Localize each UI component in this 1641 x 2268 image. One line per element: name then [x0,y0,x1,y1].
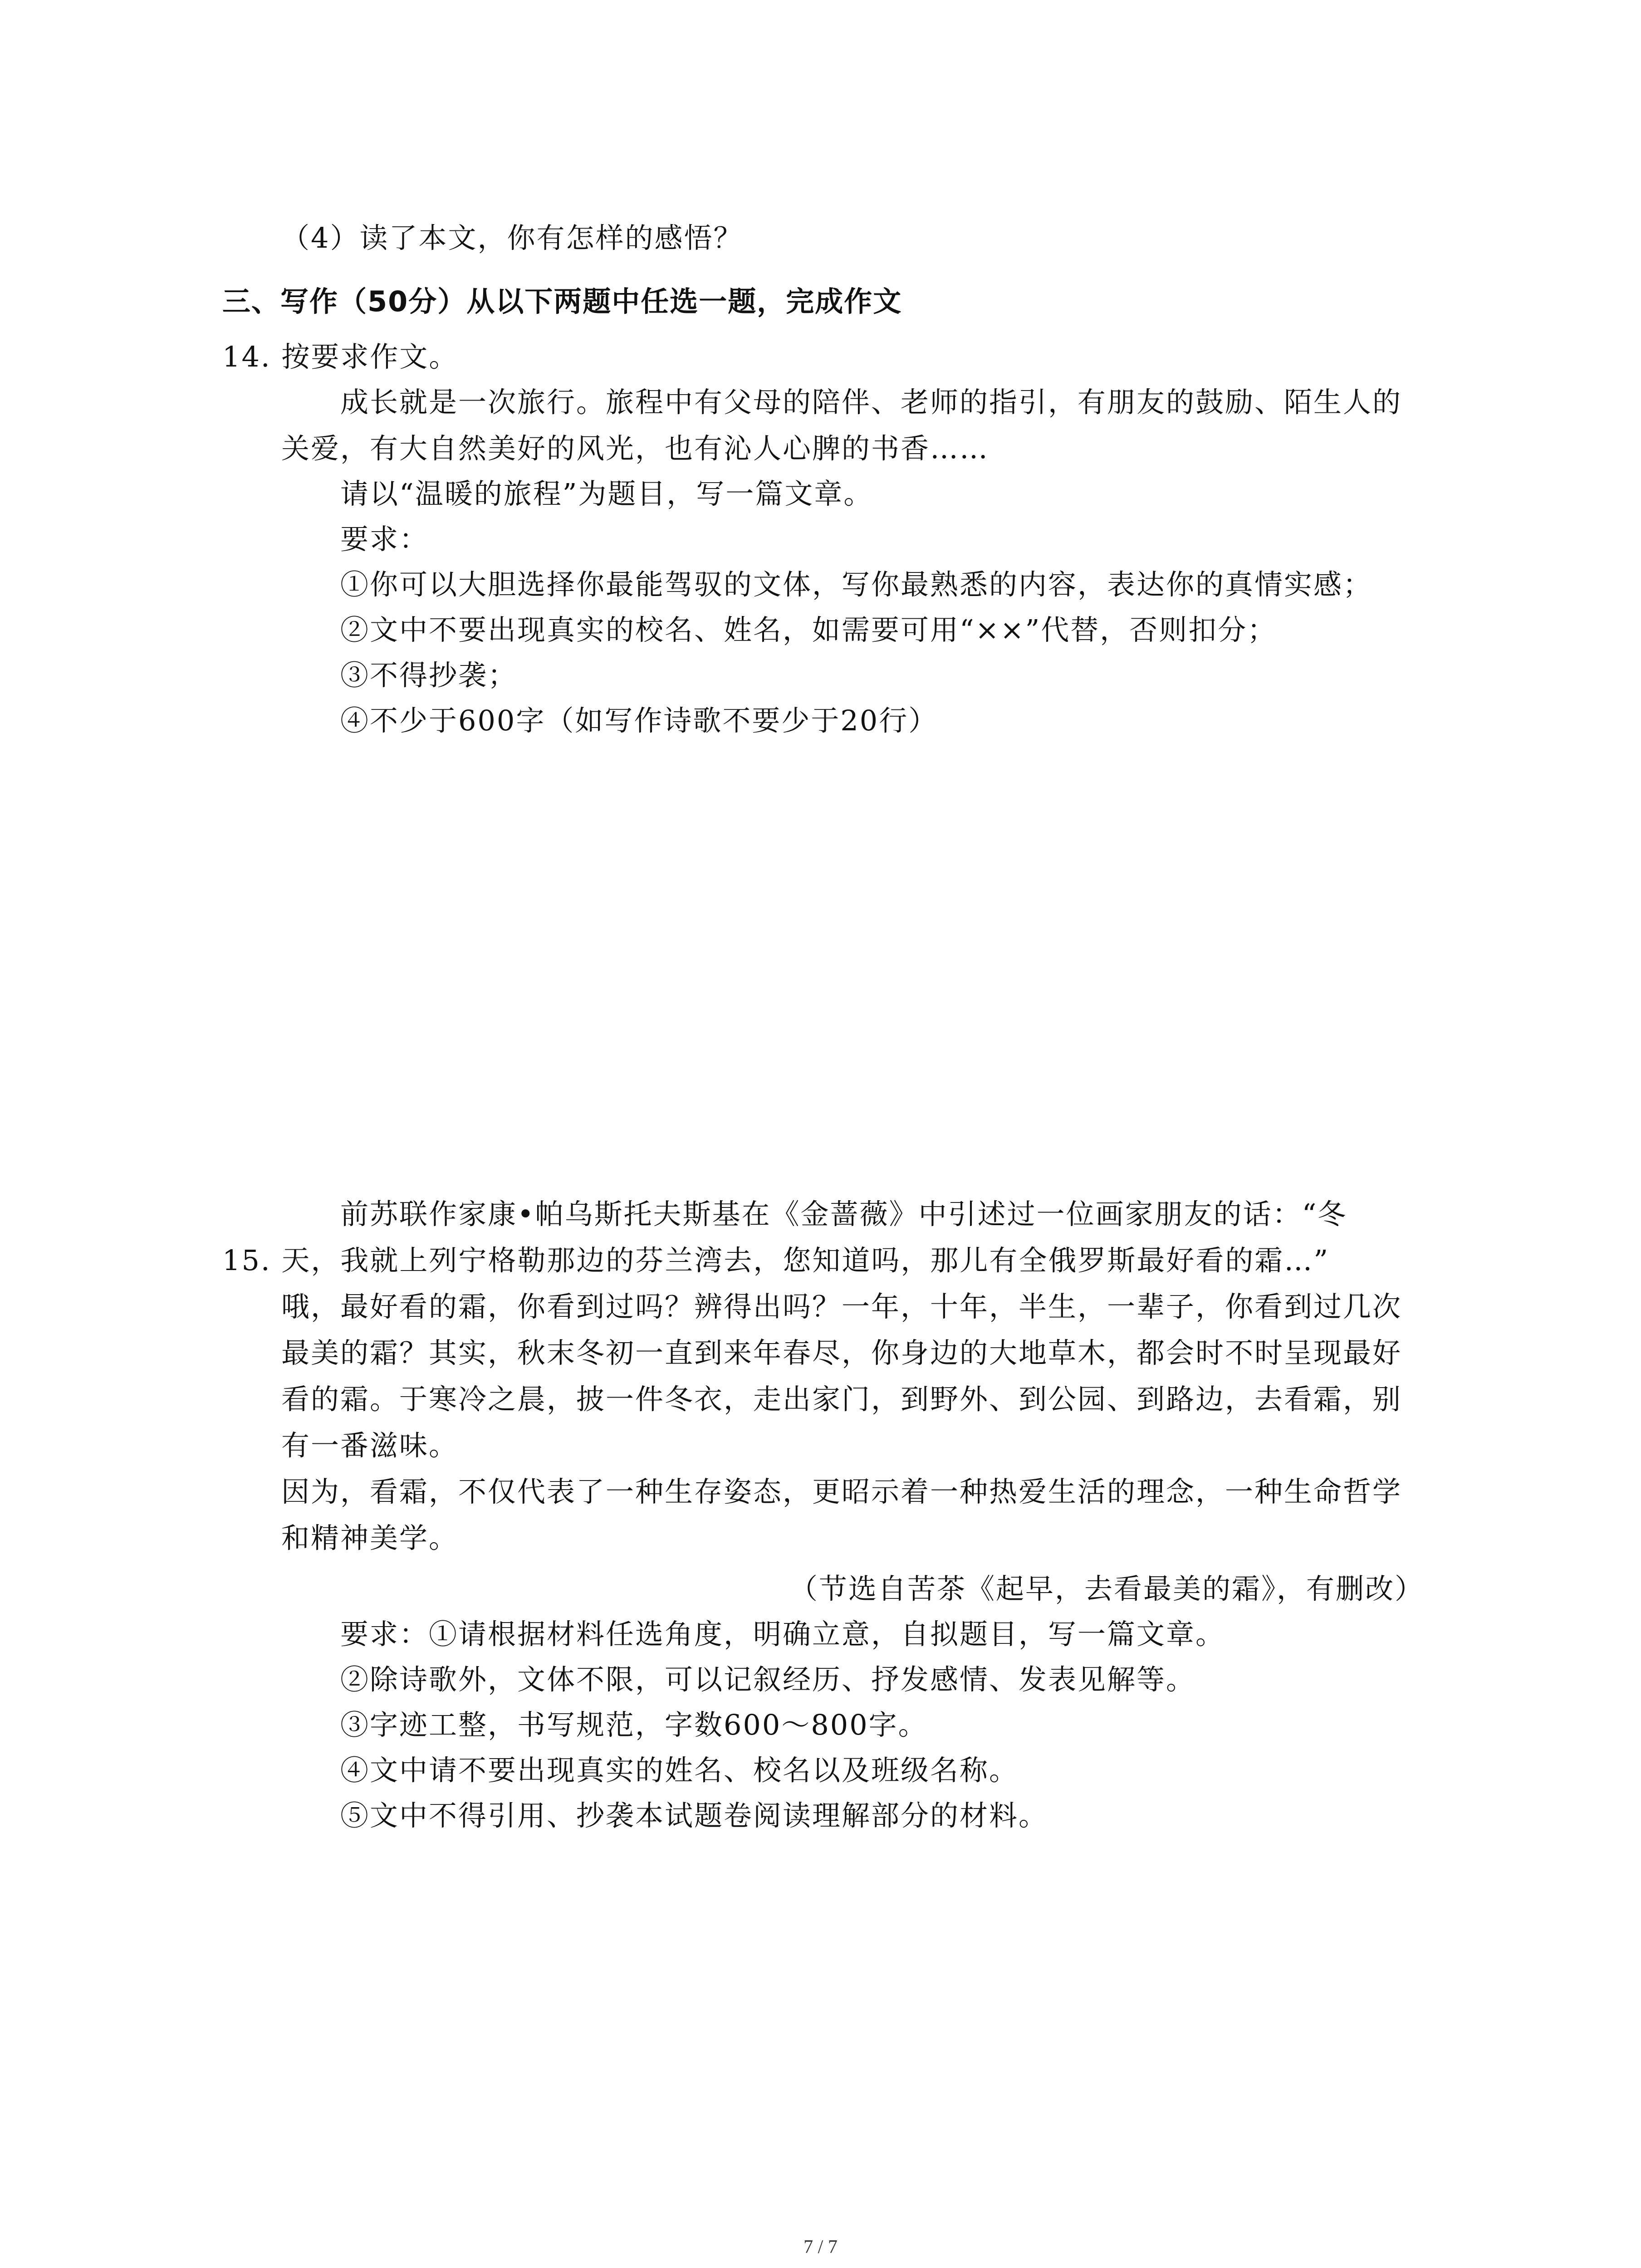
q14-prompt: 请以“温暖的旅程”为题目，写一篇文章。 [340,477,873,510]
q15-req5: ⑤文中不得引用、抄袭本试题卷阅读理解部分的材料。 [340,1799,1048,1832]
q15-req4: ④文中请不要出现真实的姓名、校名以及班级名称。 [340,1754,1019,1787]
q15-number: 15. [222,1244,271,1277]
q14-p1-line1: 成长就是一次旅行。旅程中有父母的陪伴、老师的指引，有朋友的鼓励、陌生人的 [340,386,1402,419]
page-number: 7 / 7 [803,2237,838,2258]
q14-title-line [222,340,458,374]
q14-req-label: 要求： [340,523,429,556]
q15-line8: 和精神美学。 [281,1521,459,1554]
q15-line3: 哦，最好看的霜，你看到过吗？辨得出吗？一年，十年，半生，一辈子，你看到过几次 [281,1290,1402,1323]
q15-req1: 要求：①请根据材料任选角度，明确立意，自拟题目，写一篇文章。 [340,1618,1225,1651]
q14-title: 按要求作文。 [281,340,459,373]
q15-line6: 有一番滋味。 [281,1429,459,1462]
q15-line7: 因为，看霜，不仅代表了一种生存姿态，更昭示着一种热爱生活的理念，一种生命哲学 [281,1475,1402,1508]
q15-line2-row [222,1244,1329,1277]
q14-req4: ④不少于600字（如写作诗歌不要少于20行） [340,704,938,737]
q14-number: 14. [222,340,271,373]
q14-req1: ①你可以大胆选择你最能驾驭的文体，写你最熟悉的内容，表达你的真情实感； [340,568,1373,601]
q14-req2: ②文中不要出现真实的校名、姓名，如需要可用“××”代替，否则扣分； [340,613,1277,646]
q15-line5: 看的霜。于寒冷之晨，披一件冬衣，走出家门，到野外、到公园、到路边，去看霜，别 [281,1383,1402,1416]
q14-req3: ③不得抄袭； [340,659,518,692]
q14-p1-line2: 关爱，有大自然美好的风光，也有沁人心脾的书香…… [281,432,989,465]
q15-line2: 天，我就上列宁格勒那边的芬兰湾去，您知道吗，那儿有全俄罗斯最好看的霜…” [281,1244,1330,1277]
q15-source: （节选自苦茶《起早，去看最美的霜》，有删改） [789,1572,1425,1605]
section-heading: 三、写作（50分）从以下两题中任选一题，完成作文 [222,285,902,318]
q15-req3: ③字迹工整，书写规范，字数600～800字。 [340,1708,928,1741]
q13-sub4: （4）读了本文，你有怎样的感悟？ [281,221,743,254]
q15-req2: ②除诗歌外，文体不限，可以记叙经历、抒发感情、发表见解等。 [340,1663,1196,1696]
q15-line4: 最美的霜？其实，秋末冬初一直到来年春尽，你身边的大地草木，都会时不时呈现最好 [281,1336,1402,1369]
q15-line1: 前苏联作家康•帕乌斯托夫斯基在《金蔷薇》中引述过一位画家朋友的话：“冬 [340,1198,1347,1231]
